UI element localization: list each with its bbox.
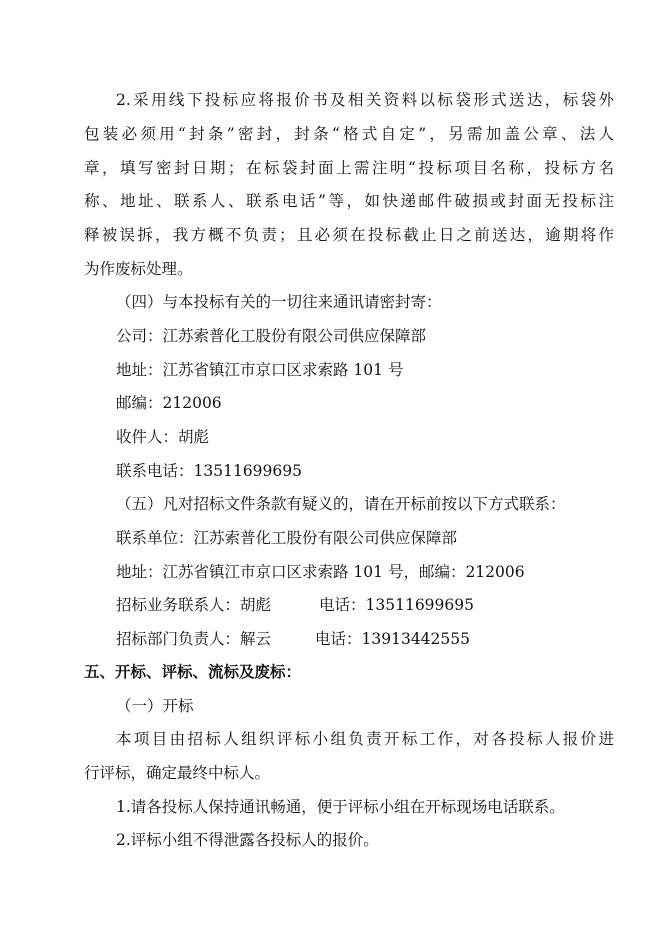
business-contact-label: 招标业务联系人：胡彪 <box>116 596 272 614</box>
subsection-title: （一）开标 <box>116 697 194 715</box>
business-contact-phone: 电话：13511699695 <box>319 596 474 614</box>
company-line: 公司：江苏索普化工股份有限公司供应保障部 <box>116 327 427 345</box>
paragraph-line: 称、地址、联系人、联系电话”等，如快递邮件破损或封面无投标注 <box>84 192 614 210</box>
list-item: 1.请各投标人保持通讯畅通，便于评标小组在开标现场电话联系。 <box>116 798 565 816</box>
section-heading: 五、开标、评标、流标及废标： <box>84 663 302 681</box>
address-line: 地址：江苏省镇江市京口区求索路 101 号 <box>116 361 404 379</box>
business-contact-line <box>116 595 614 615</box>
department-head-phone: 电话：13913442555 <box>315 630 470 648</box>
section-5-title: （五）凡对招标文件条款有疑义的，请在开标前按以下方式联系： <box>116 495 566 513</box>
paragraph-line: 包装必须用“封条”密封，封条“格式自定”，另需加盖公章、法人 <box>84 125 614 143</box>
recipient-line: 收件人：胡彪 <box>116 428 210 446</box>
paragraph-line: 章，填写密封日期；在标袋封面上需注明“投标项目名称，投标方名 <box>84 159 614 177</box>
department-head-label: 招标部门负责人：解云 <box>116 630 272 648</box>
list-item: 2.评标小组不得泄露各投标人的报价。 <box>116 831 379 849</box>
postcode-line: 邮编：212006 <box>116 394 222 412</box>
contact-address-line: 地址：江苏省镇江市京口区求索路 101 号，邮编：212006 <box>116 563 525 581</box>
contact-unit-line: 联系单位：江苏索普化工股份有限公司供应保障部 <box>116 529 458 547</box>
department-head-line <box>116 629 614 649</box>
paragraph-line: 释被误拆，我方概不负责；且必须在投标截止日之前送达，逾期将作 <box>84 226 614 244</box>
paragraph-line: 本项目由招标人组织评标小组负责开标工作，对各投标人报价进 <box>116 730 614 748</box>
paragraph-line: 为作废标处理。 <box>84 260 193 278</box>
section-4-title: （四）与本投标有关的一切往来通讯请密封寄： <box>116 293 442 311</box>
paragraph-line: 2.采用线下投标应将报价书及相关资料以标袋形式送达，标袋外 <box>116 91 614 109</box>
paragraph-line: 行评标，确定最终中标人。 <box>84 764 271 782</box>
phone-line: 联系电话：13511699695 <box>116 462 302 480</box>
